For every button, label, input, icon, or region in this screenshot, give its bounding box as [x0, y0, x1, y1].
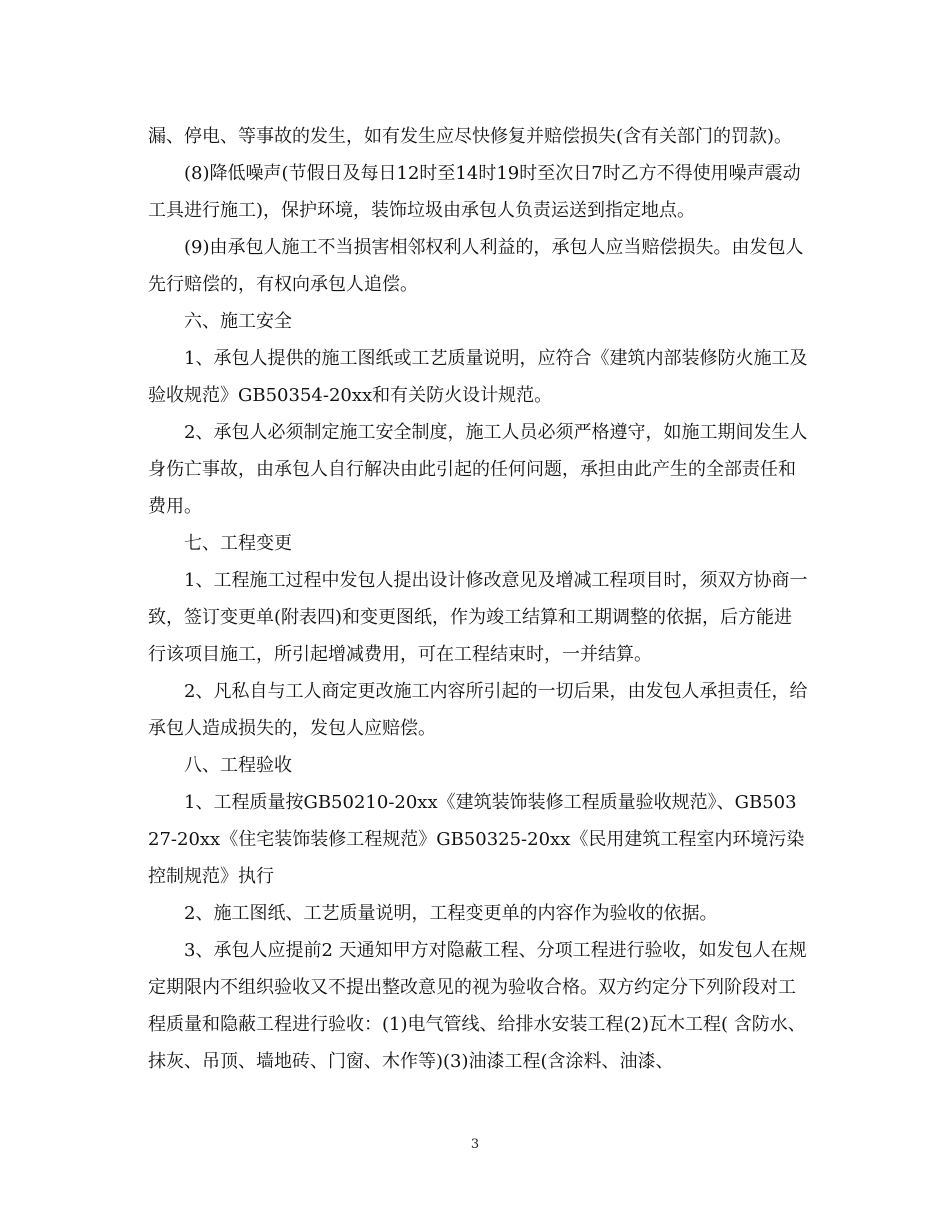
- document-body: [148, 118, 808, 1080]
- paragraph-change-1: 1、工程施工过程中发包人提出设计修改意见及增减工程项目时，须双方协商一致，签订变更单(附表四)和变更图纸，作为竣工结算和工期调整的依据，后方能进行该项目施工，所引起增减费用，可在工程结束时，一并结算。: [148, 570, 808, 665]
- section-heading-construction-safety: 六、施工安全: [184, 311, 292, 332]
- paragraph-safety-1: 1、承包人提供的施工图纸或工艺质量说明，应符合《建筑内部装修防火施工及验收规范》GB50354-20xx和有关防火设计规范。: [148, 348, 808, 406]
- paragraph-change-2: 2、凡私自与工人商定更改施工内容所引起的一切后果，由发包人承担责任，给承包人造成损失的，发包人应赔偿。: [148, 681, 808, 739]
- paragraph-acceptance-1: 1、工程质量按GB50210-20xx《建筑装饰装修工程质量验收规范》、GB50327-20xx《住宅装饰装修工程规范》GB50325-20xx《民用建筑工程室内环境污染控制规范》执行: [148, 792, 805, 887]
- paragraph-continuation: 漏、停电、等事故的发生，如有发生应尽快修复并赔偿损失(含有关部门的罚款)。: [148, 126, 793, 147]
- paragraph-safety-2: 2、承包人必须制定施工安全制度，施工人员必须严格遵守，如施工期间发生人身伤亡事故，由承包人自行解决由此引起的任何问题，承担由此产生的全部责任和费用。: [148, 422, 808, 517]
- paragraph-item-8: (8)降低噪声(节假日及每日12时至14时19时至次日7时乙方不得使用噪声震动工具进行施工)，保护环境，装饰垃圾由承包人负责运送到指定地点。: [148, 163, 801, 221]
- paragraph-acceptance-3: 3、承包人应提前2 天通知甲方对隐蔽工程、分项工程进行验收，如发包人在规定期限内不组织验收又不提出整改意见的视为验收合格。双方约定分下列阶段对工程质量和隐蔽工程进行验收：(1)电气管线、给排水安装工程(2)瓦木工程( 含防水、抹灰、吊顶、墙地砖、门窗、木作等)(3)油漆工程(含涂料、油漆、: [148, 940, 807, 1072]
- paragraph-item-9: (9)由承包人施工不当损害相邻权利人利益的，承包人应当赔偿损失。由发包人先行赔偿的，有权向承包人追偿。: [148, 237, 804, 295]
- section-heading-engineering-change: 七、工程变更: [184, 533, 292, 554]
- paragraph-acceptance-2: 2、施工图纸、工艺质量说明，工程变更单的内容作为验收的依据。: [184, 903, 718, 924]
- page-number: 3: [470, 1137, 480, 1152]
- section-heading-acceptance: 八、工程验收: [184, 755, 292, 776]
